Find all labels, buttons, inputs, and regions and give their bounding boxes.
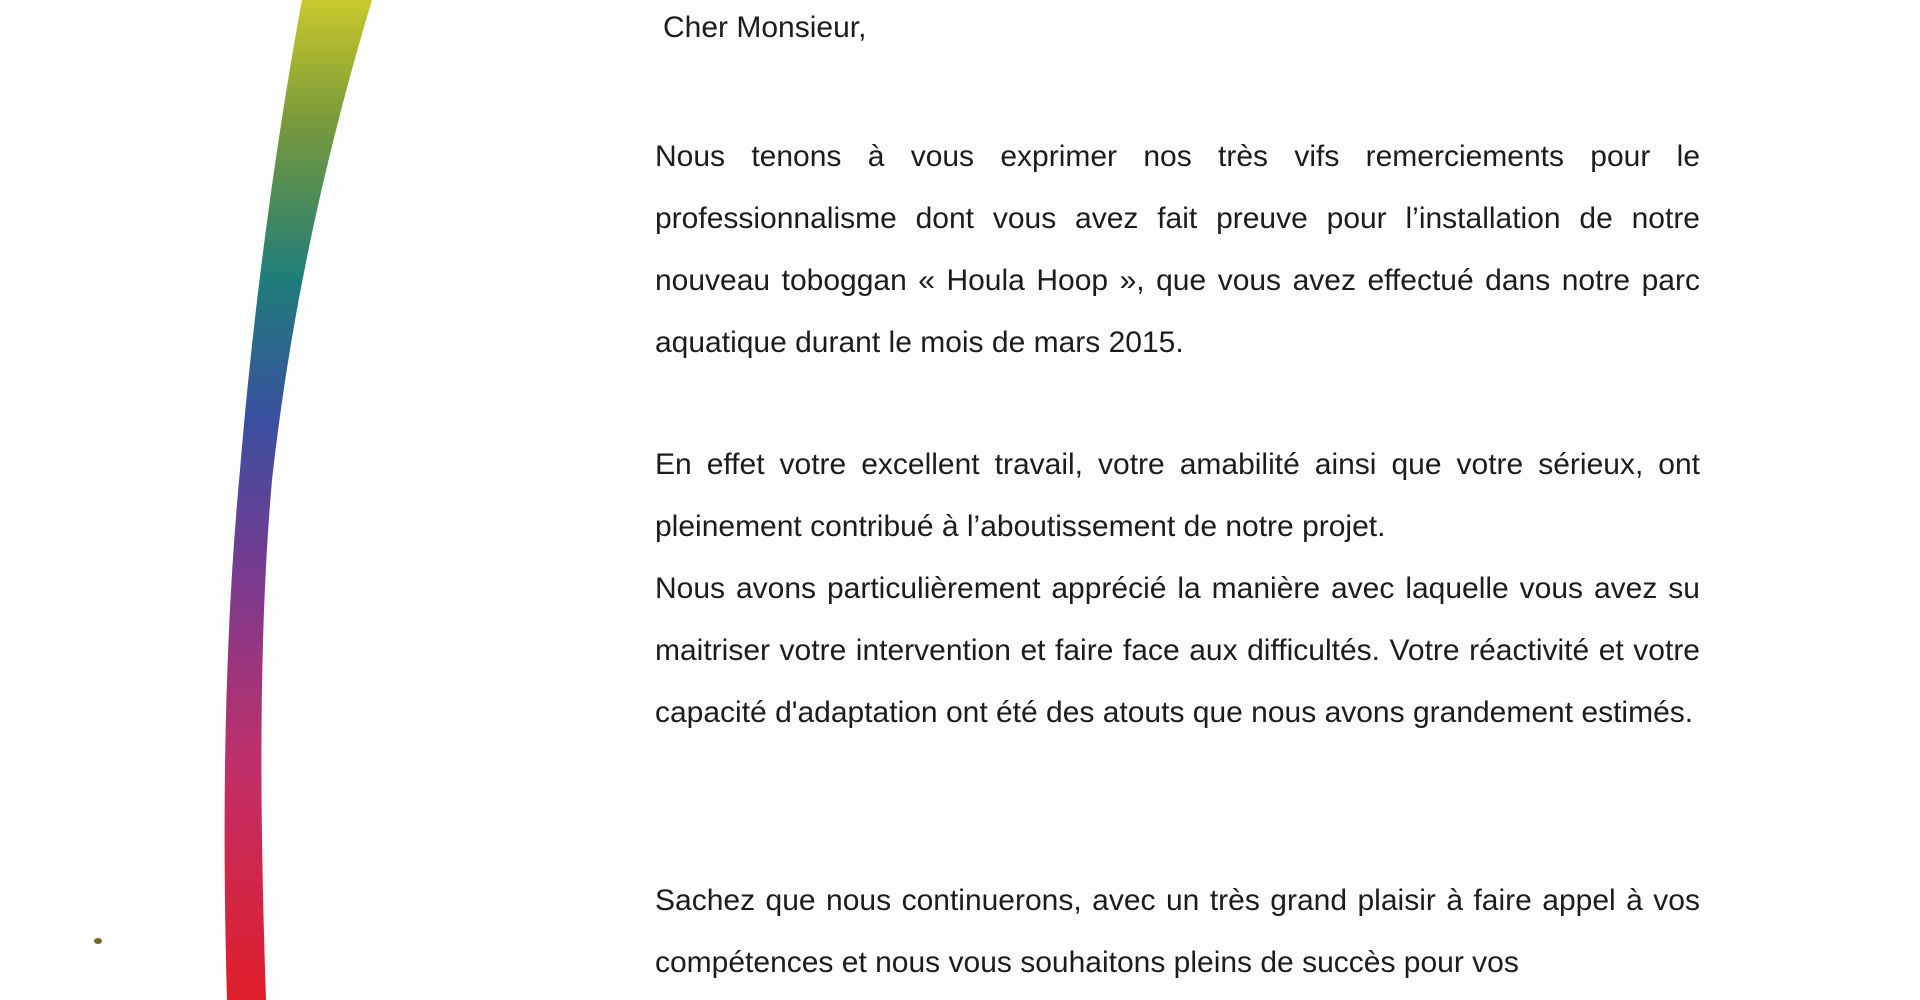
letter-paragraph-2: En effet votre excellent travail, votre amabilité ainsi que votre sérieux, ont pleinement contribué à l’aboutissement de notre projet. [655,448,1700,543]
ink-speck [94,938,102,944]
letter-paragraph-4: Sachez que nous continuerons, avec un très grand plaisir à faire appel à vos compétences et nous vous souhaitons pleins de succès pour vos [655,884,1700,979]
rainbow-ribbon-decoration [0,0,420,1000]
letter-greeting: Cher Monsieur, [663,11,867,44]
letter-paragraph-3: Nous avons particulièrement apprécié la manière avec laquelle vous avez su maitriser votre intervention et faire face aux difficultés. Votre réactivité et votre capacité d'adaptation ont été des atouts que nous avons grandement estimés. [655,572,1700,729]
ribbon-shape [225,0,372,1000]
letter-paragraph-1: Nous tenons à vous exprimer nos très vifs remerciements pour le professionnalisme dont vous avez fait preuve pour l’installation de notre nouveau toboggan « Houla Hoop », que vous avez effectué dans notre parc aquatique durant le mois de mars 2015. [655,140,1700,359]
letter-body [655,0,1700,1000]
